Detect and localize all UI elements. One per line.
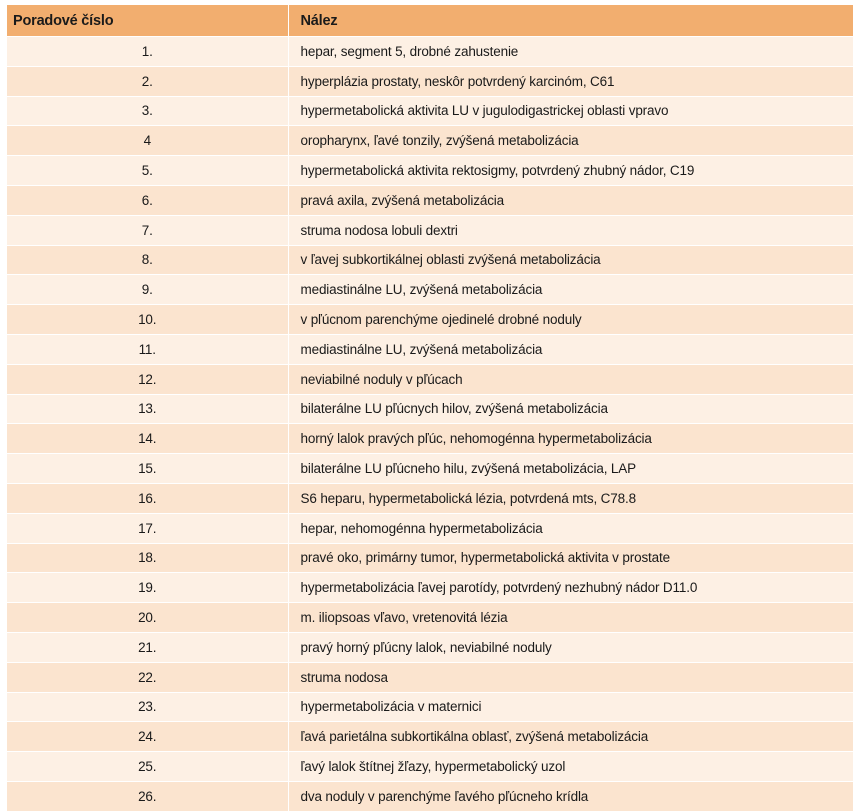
row-finding-cell: pravá axila, zvýšená metabolizácia: [288, 185, 853, 215]
table-row: [7, 96, 853, 126]
table-row: [7, 632, 853, 662]
table-row: [7, 781, 853, 810]
row-finding-cell: oropharynx, ľavé tonzily, zvýšená metabolizácia: [288, 126, 853, 156]
row-finding-cell: horný lalok pravých pľúc, nehomogénna hypermetabolizácia: [288, 424, 853, 454]
row-number-cell: 25.: [7, 752, 288, 782]
row-finding-cell: v ľavej subkortikálnej oblasti zvýšená metabolizácia: [288, 245, 853, 275]
row-number-cell: 19.: [7, 573, 288, 603]
table-row: [7, 722, 853, 752]
row-number-cell: 24.: [7, 722, 288, 752]
column-header-number: Poradové číslo: [7, 5, 288, 37]
header-row: [7, 5, 853, 37]
row-number-cell: 14.: [7, 424, 288, 454]
table-row: [7, 603, 853, 633]
row-finding-cell: hypermetabolizácia v maternici: [288, 692, 853, 722]
table-row: [7, 215, 853, 245]
table-row: [7, 543, 853, 573]
row-finding-cell: hypermetabolická aktivita LU v jugulodigastrickej oblasti vpravo: [288, 96, 853, 126]
row-number-cell: 21.: [7, 632, 288, 662]
row-finding-cell: mediastinálne LU, zvýšená metabolizácia: [288, 334, 853, 364]
row-number-cell: 18.: [7, 543, 288, 573]
row-finding-cell: v pľúcnom parenchýme ojedinelé drobné noduly: [288, 305, 853, 335]
row-number-cell: 17.: [7, 513, 288, 543]
row-finding-cell: mediastinálne LU, zvýšená metabolizácia: [288, 275, 853, 305]
row-number-cell: 7.: [7, 215, 288, 245]
findings-table: [7, 5, 853, 811]
table-row: [7, 483, 853, 513]
table-row: [7, 275, 853, 305]
row-number-cell: 4: [7, 126, 288, 156]
row-finding-cell: bilaterálne LU pľúcneho hilu, zvýšená metabolizácia, LAP: [288, 454, 853, 484]
row-number-cell: 10.: [7, 305, 288, 335]
table-row: [7, 513, 853, 543]
row-finding-cell: struma nodosa lobuli dextri: [288, 215, 853, 245]
row-finding-cell: m. iliopsoas vľavo, vretenovitá lézia: [288, 603, 853, 633]
table-row: [7, 662, 853, 692]
table-body: [7, 37, 853, 811]
row-finding-cell: ľavá parietálna subkortikálna oblasť, zvýšená metabolizácia: [288, 722, 853, 752]
row-number-cell: 22.: [7, 662, 288, 692]
row-finding-cell: neviabilné noduly v pľúcach: [288, 364, 853, 394]
row-number-cell: 3.: [7, 96, 288, 126]
row-number-cell: 13.: [7, 394, 288, 424]
table-row: [7, 37, 853, 67]
column-header-finding: Nález: [288, 5, 853, 37]
row-finding-cell: struma nodosa: [288, 662, 853, 692]
table-row: [7, 573, 853, 603]
row-number-cell: 11.: [7, 334, 288, 364]
row-number-cell: 20.: [7, 603, 288, 633]
table-row: [7, 394, 853, 424]
row-number-cell: 23.: [7, 692, 288, 722]
row-number-cell: 2.: [7, 66, 288, 96]
table-row: [7, 752, 853, 782]
table-row: [7, 454, 853, 484]
row-finding-cell: hypermetabolizácia ľavej parotídy, potvrdený nezhubný nádor D11.0: [288, 573, 853, 603]
table-row: [7, 692, 853, 722]
row-number-cell: 12.: [7, 364, 288, 394]
table-row: [7, 245, 853, 275]
table-header: [7, 5, 853, 37]
row-number-cell: 16.: [7, 483, 288, 513]
table-row: [7, 156, 853, 186]
table-row: [7, 334, 853, 364]
row-number-cell: 26.: [7, 781, 288, 810]
table-row: [7, 424, 853, 454]
row-number-cell: 15.: [7, 454, 288, 484]
row-finding-cell: ľavý lalok štítnej žľazy, hypermetabolický uzol: [288, 752, 853, 782]
row-finding-cell: pravý horný pľúcny lalok, neviabilné noduly: [288, 632, 853, 662]
row-finding-cell: hypermetabolická aktivita rektosigmy, potvrdený zhubný nádor, C19: [288, 156, 853, 186]
row-number-cell: 8.: [7, 245, 288, 275]
table-row: [7, 364, 853, 394]
row-number-cell: 6.: [7, 185, 288, 215]
row-number-cell: 5.: [7, 156, 288, 186]
table-row: [7, 305, 853, 335]
row-number-cell: 9.: [7, 275, 288, 305]
table-row: [7, 185, 853, 215]
table-row: [7, 126, 853, 156]
row-finding-cell: bilaterálne LU pľúcnych hilov, zvýšená metabolizácia: [288, 394, 853, 424]
table-row: [7, 66, 853, 96]
row-finding-cell: pravé oko, primárny tumor, hypermetabolická aktivita v prostate: [288, 543, 853, 573]
row-finding-cell: hepar, segment 5, drobné zahustenie: [288, 37, 853, 67]
row-finding-cell: dva noduly v parenchýme ľavého pľúcneho krídla: [288, 781, 853, 810]
row-finding-cell: S6 heparu, hypermetabolická lézia, potvrdená mts, C78.8: [288, 483, 853, 513]
row-number-cell: 1.: [7, 37, 288, 67]
row-finding-cell: hepar, nehomogénna hypermetabolizácia: [288, 513, 853, 543]
row-finding-cell: hyperplázia prostaty, neskôr potvrdený karcinóm, C61: [288, 66, 853, 96]
